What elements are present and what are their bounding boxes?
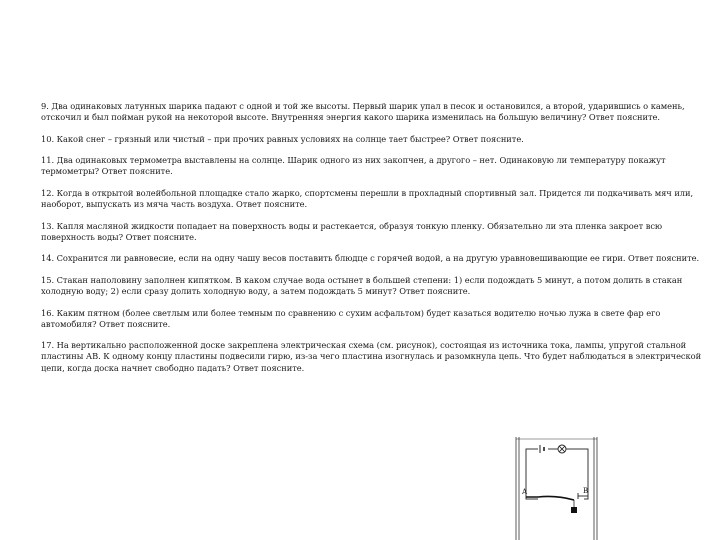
question-16: 16. Каким пятном (более светлым или более темным по сравнению с сухим асфальтом) будет казаться водителю ночью лужа в свете фар его автомобиля? Ответ поясните. — [41, 307, 661, 329]
label-a: A — [522, 488, 528, 496]
question-12: 12. Когда в открытой волейбольной площадке стало жарко, спортсмены перешли в прохладный спортивный зал. Придется ли подкачивать мяч или, наоборот, выпускать из мяча часть воздуха. Ответ поясните. — [41, 187, 694, 210]
question-17: 17. На вертикально расположенной доске закреплена электрическая схема (см. рисунок), состоящая из источника тока, лампы, упругой стальной пластины АВ. К одному концу пластины подвесили гирю, из-за чего пластина изогнулась и разомкнула цепь. Что будет наблюдаться в электрической цепи, когда доска начнет свободно падать? Ответ поясните. — [41, 340, 702, 373]
weight-icon — [571, 507, 577, 513]
questions-list — [41, 101, 705, 384]
question-13: 13. Капля масляной жидкости попадает на поверхность воды и растекается, образуя тонкую пленку. Обязательно ли эта пленка закроет всю поверхность воды? Ответ поясните. — [41, 220, 663, 242]
question-10: 10. Какой снег – грязный или чистый – при прочих равных условиях на солнце тает быстрее? Ответ поясните. — [41, 133, 524, 144]
question-15: 15. Стакан наполовину заполнен кипятком. В каком случае вода остынет в большей степени: 1) если подождать 5 минут, а потом долить в стакан холодную воду; 2) если сразу долить холодную воду, а затем подождать 5 минут? Ответ поясните. — [41, 274, 683, 297]
circuit-wire — [526, 449, 588, 499]
circuit-diagram — [508, 437, 606, 540]
question-9: 9. Два одинаковых латунных шарика падают с одной и той же высоты. Первый шарик упал в песок и остановился, а второй, ударившись о камень, отскочил и был пойман рукой на некоторой высоте. Внутренняя энергия какого шарика изменилась на большую величину? Ответ поясните. — [41, 101, 685, 123]
circuit-figure — [508, 437, 606, 540]
question-11: 11. Два одинаковых термометра выставлены на солнце. Шарик одного из них закопчен, а другого – нет. Одинаковую ли температуру покажут термометры? Ответ поясните. — [41, 155, 666, 177]
question-14: 14. Сохранится ли равновесие, если на одну чашу весов поставить блюдце с горячей водой, а на другую уравновешивающие ее гири. Ответ поясните. — [41, 253, 700, 264]
label-b: B — [583, 487, 589, 495]
